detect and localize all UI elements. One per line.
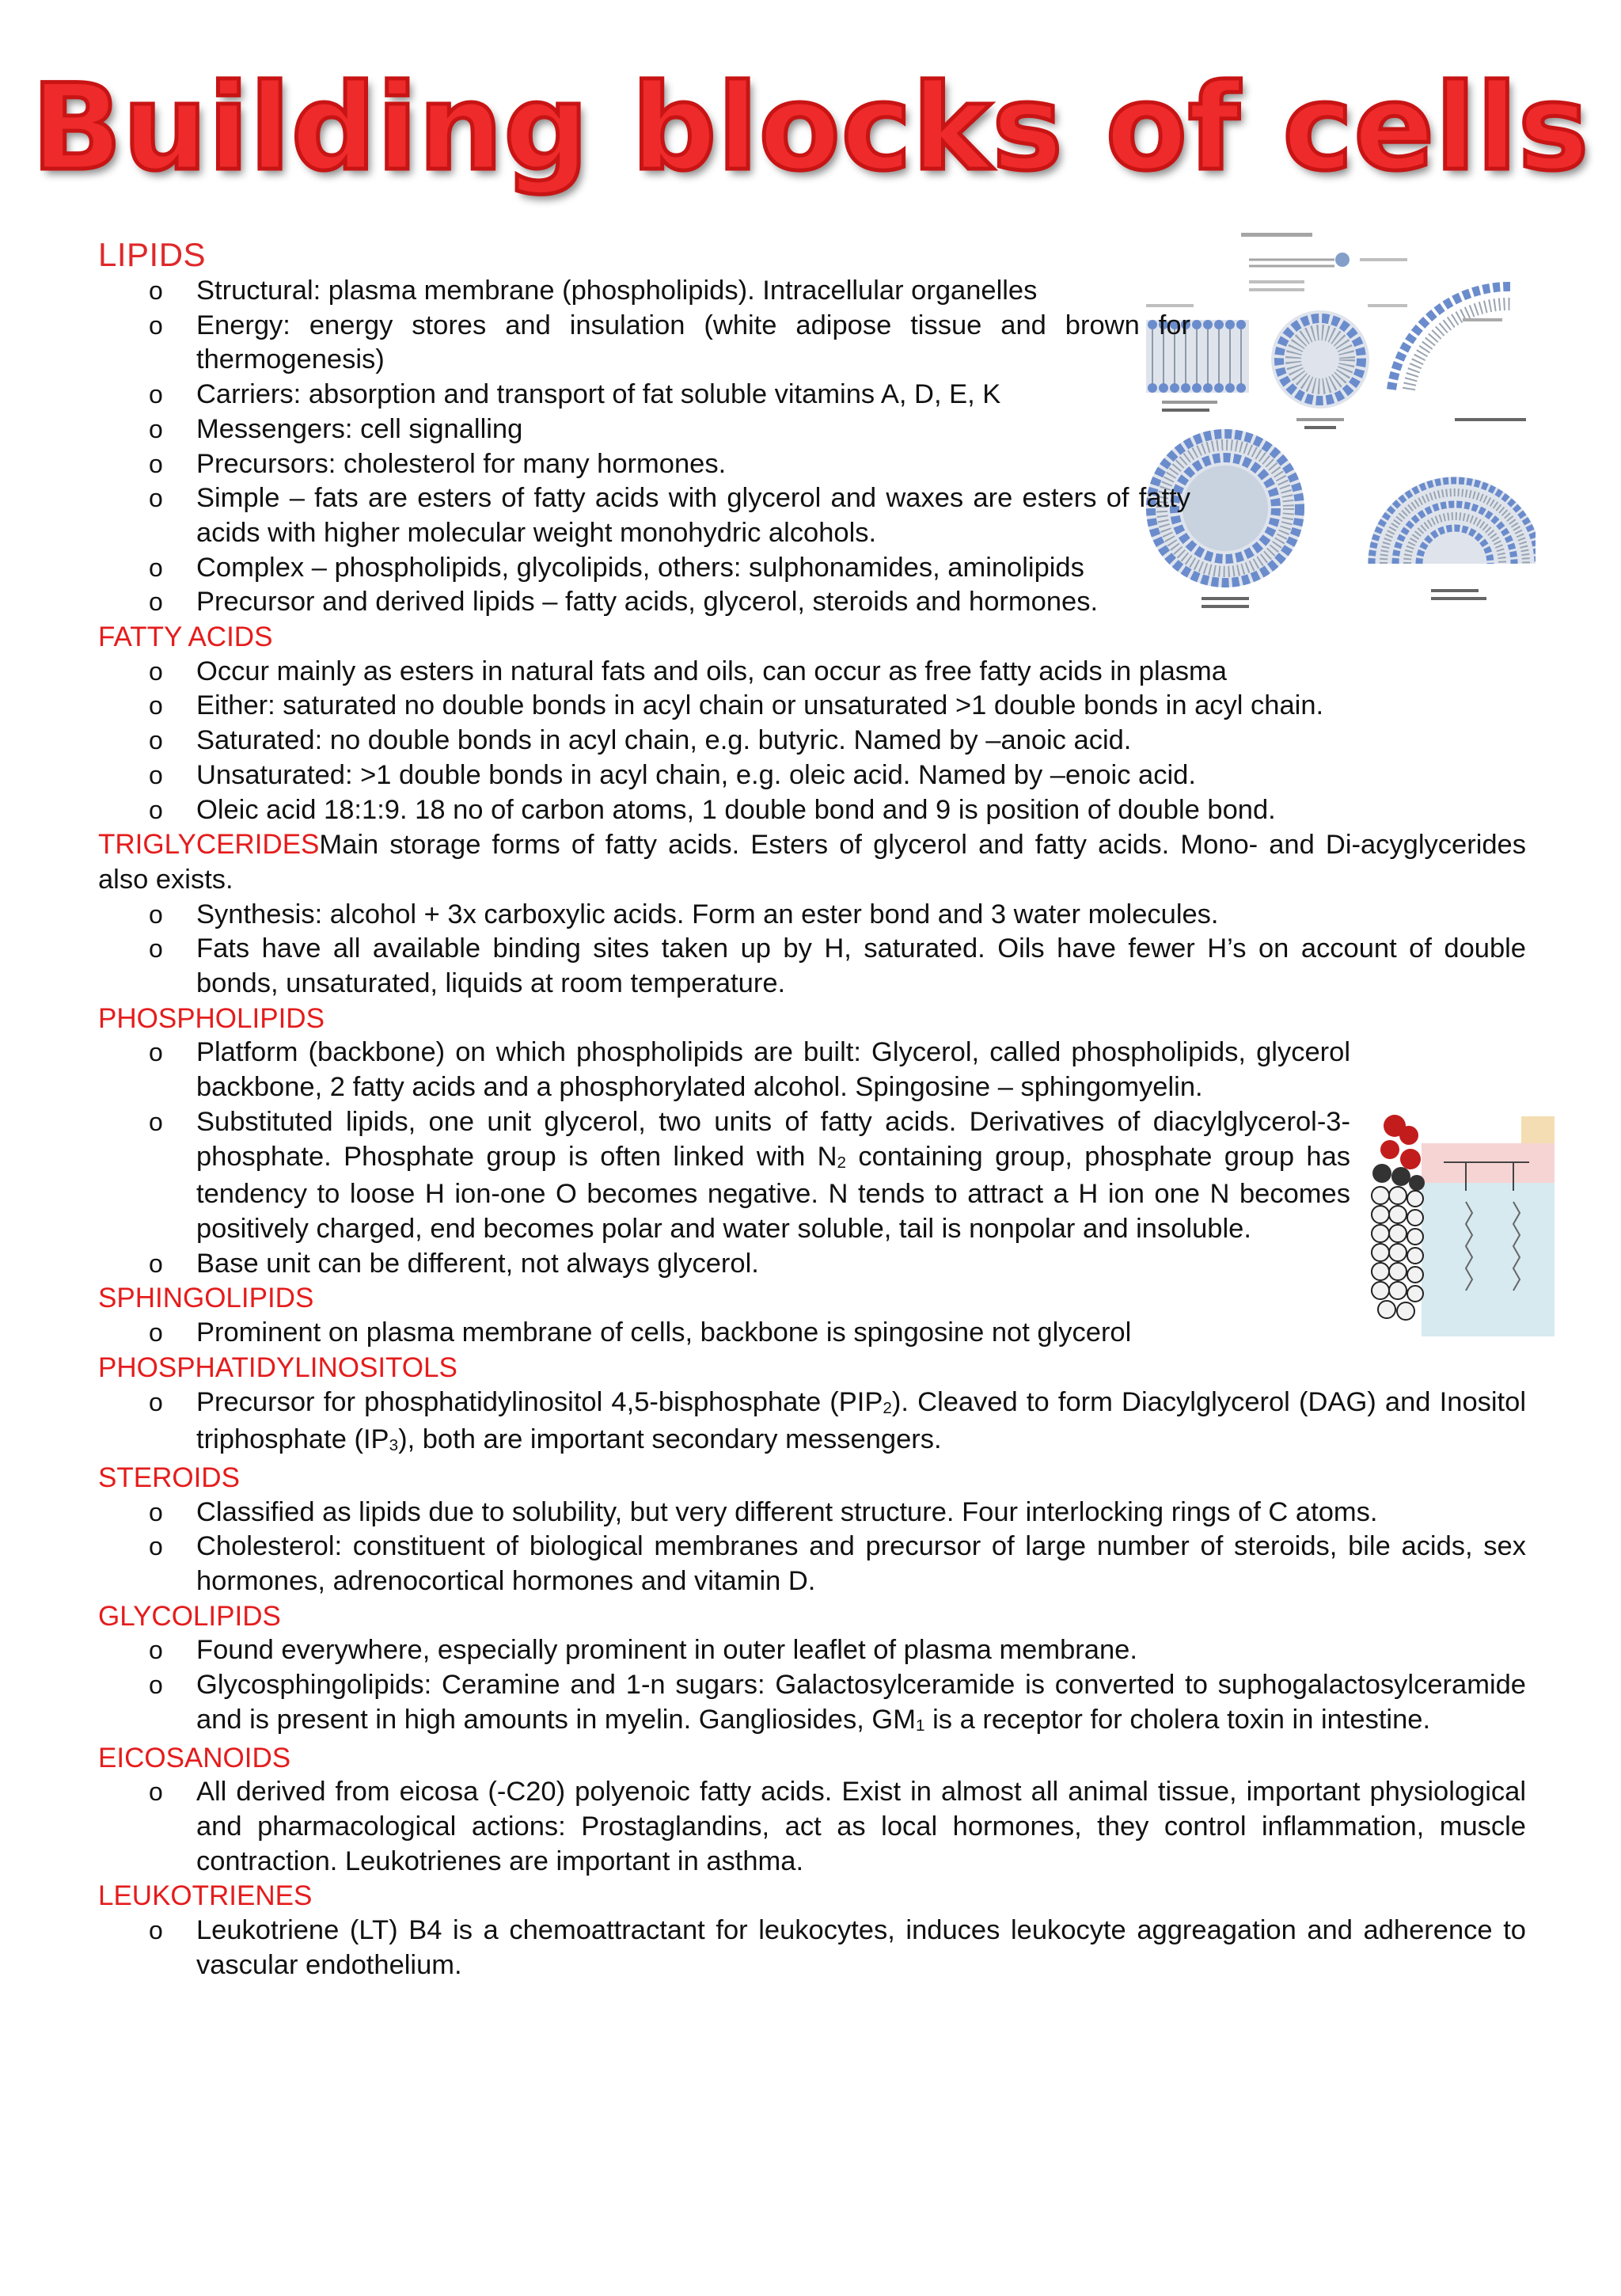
list-item: o Simple – fats are esters of fatty acids with glycerol and waxes are esters of fatty acids with higher molecular weight monohydric alcohols. [98, 481, 1190, 550]
section-heading-triglycerides: TRIGLYCERIDES [98, 829, 320, 861]
lipids-list [98, 274, 1526, 620]
sphingolipids-list [98, 1316, 1526, 1351]
list-item: o Either: saturated no double bonds in acyl chain or unsaturated >1 double bonds in acyl chain. [98, 689, 1526, 724]
list-item: o Glycosphingolipids: Ceramine and 1-n sugars: Galactosylceramide is converted to suphogalactosylceramide and is present in high amounts in myelin. Gangliosides, $GM_1$ is a receptor for cholera toxin in intestine. [98, 1668, 1526, 1740]
list-item: o Platform (backbone) on which phospholipids are built: Glycerol, called phospholipids, glycerol backbone, 2 fatty acids and a phosphorylated alcohol. Spingosine – sphingomyelin. [98, 1036, 1350, 1104]
list-item: o Precursors: cholesterol for many hormones. [98, 447, 1190, 482]
list-item: o Energy: energy stores and insulation (white adipose tissue and brown for thermogenesis) [98, 309, 1190, 378]
list-item: o Synthesis: alcohol + 3x carboxylic acids. Form an ester bond and 3 water molecules. [98, 898, 1526, 933]
section-heading-glycolipids: GLYCOLIPIDS [98, 1600, 281, 1632]
section-heading-lipids: LIPIDS [98, 236, 207, 273]
list-item: o Oleic acid 18:1:9. 18 no of carbon atoms, 1 double bond and 9 is position of double bond. [98, 793, 1526, 828]
list-item: o Leukotriene (LT) B4 is a chemoattractant for leukocytes, induces leukocyte aggreagation and adherence to vascular endothelium. [98, 1914, 1526, 1982]
section-heading-sphingolipids: SPHINGOLIPIDS [98, 1283, 314, 1314]
list-item: o Precursor and derived lipids – fatty acids, glycerol, steroids and hormones. [98, 585, 1526, 620]
list-item: o Occur mainly as esters in natural fats and oils, can occur as free fatty acids in plasma [98, 655, 1526, 690]
eicosanoids-list [98, 1775, 1526, 1879]
list-item: o Fats have all available binding sites taken up by H, saturated. Oils have fewer H’s on account of double bonds, unsaturated, liquids at room temperature. [98, 932, 1526, 1001]
list-item: o Saturated: no double bonds in acyl chain, e.g. butyric. Named by –anoic acid. [98, 724, 1526, 758]
section-heading-phosphatidylinositols: PHOSPHATIDYLINOSITOLS [98, 1351, 457, 1383]
glycolipids-list [98, 1633, 1526, 1740]
triglycerides-list [98, 898, 1526, 1002]
list-item: o Unsaturated: >1 double bonds in acyl chain, e.g. oleic acid. Named by –enoic acid. [98, 758, 1526, 793]
document-body [98, 236, 1526, 1982]
list-item: o Classified as lipids due to solubility, but very different structure. Four interlocking rings of C atoms. [98, 1496, 1526, 1530]
section-heading-phospholipids: PHOSPHOLIPIDS [98, 1002, 325, 1034]
list-item: o All derived from eicosa (-C20) polyenoic fatty acids. Exist in almost all animal tissue, important physiological and pharmacological actions: Prostaglandins, act as local hormones, they control inflammation, muscle contraction. Leukotrienes are important in asthma. [98, 1775, 1526, 1879]
fatty-acids-list [98, 655, 1526, 828]
list-item: o Cholesterol: constituent of biological membranes and precursor of large number of steroids, bile acids, sex hormones, adrenocortical hormones and vitamin D. [98, 1530, 1526, 1598]
list-item: o Precursor for phosphatidylinositol 4,5-bisphosphate $(PIP_2)$. Cleaved to form Diacylglycerol (DAG) and Inositol triphosphate $(IP_3)$, both are important secondary messengers. [98, 1386, 1526, 1461]
section-heading-eicosanoids: EICOSANOIDS [98, 1742, 291, 1773]
page-title: Building blocks of cells [31, 59, 1590, 197]
triglycerides-intro: Main storage forms of fatty acids. Esters of glycerol and fatty acids. Mono- and Di-acyglycerides also exists. [98, 830, 1526, 895]
leukotrienes-list [98, 1914, 1526, 1982]
list-item: o Structural: plasma membrane (phospholipids). Intracellular organelles [98, 274, 1190, 309]
list-item: o Complex – phospholipids, glycolipids, others: sulphonamides, aminolipids [98, 551, 1526, 586]
list-item: o Substituted lipids, one unit glycerol, two units of fatty acids. Derivatives of diacylglycerol-3-phosphate. Phosphate group is often linked with $N_2$ containing group, phosphate group has tendency to loose H ion-one O becomes negative. N tends to attract a H ion one N becomes positively charged, end becomes polar and water soluble, tail is nonpolar and insoluble. [98, 1105, 1350, 1247]
section-heading-steroids: STEROIDS [98, 1462, 240, 1493]
list-item: o Carriers: absorption and transport of fat soluble vitamins A, D, E, K [98, 378, 1190, 412]
list-item: o Messengers: cell signalling [98, 412, 1190, 447]
steroids-list [98, 1496, 1526, 1599]
section-heading-leukotrienes: LEUKOTRIENES [98, 1880, 313, 1912]
section-heading-fatty-acids: FATTY ACIDS [98, 622, 273, 653]
list-item: o Found everywhere, especially prominent in outer leaflet of plasma membrane. [98, 1633, 1526, 1668]
list-item: o Prominent on plasma membrane of cells, backbone is spingosine not glycerol [98, 1316, 1526, 1351]
phosphatidylinositols-list [98, 1386, 1526, 1461]
phospholipids-list [98, 1036, 1526, 1281]
triglycerides-paragraph [98, 827, 1526, 897]
list-item: o Base unit can be different, not always glycerol. [98, 1247, 1526, 1282]
